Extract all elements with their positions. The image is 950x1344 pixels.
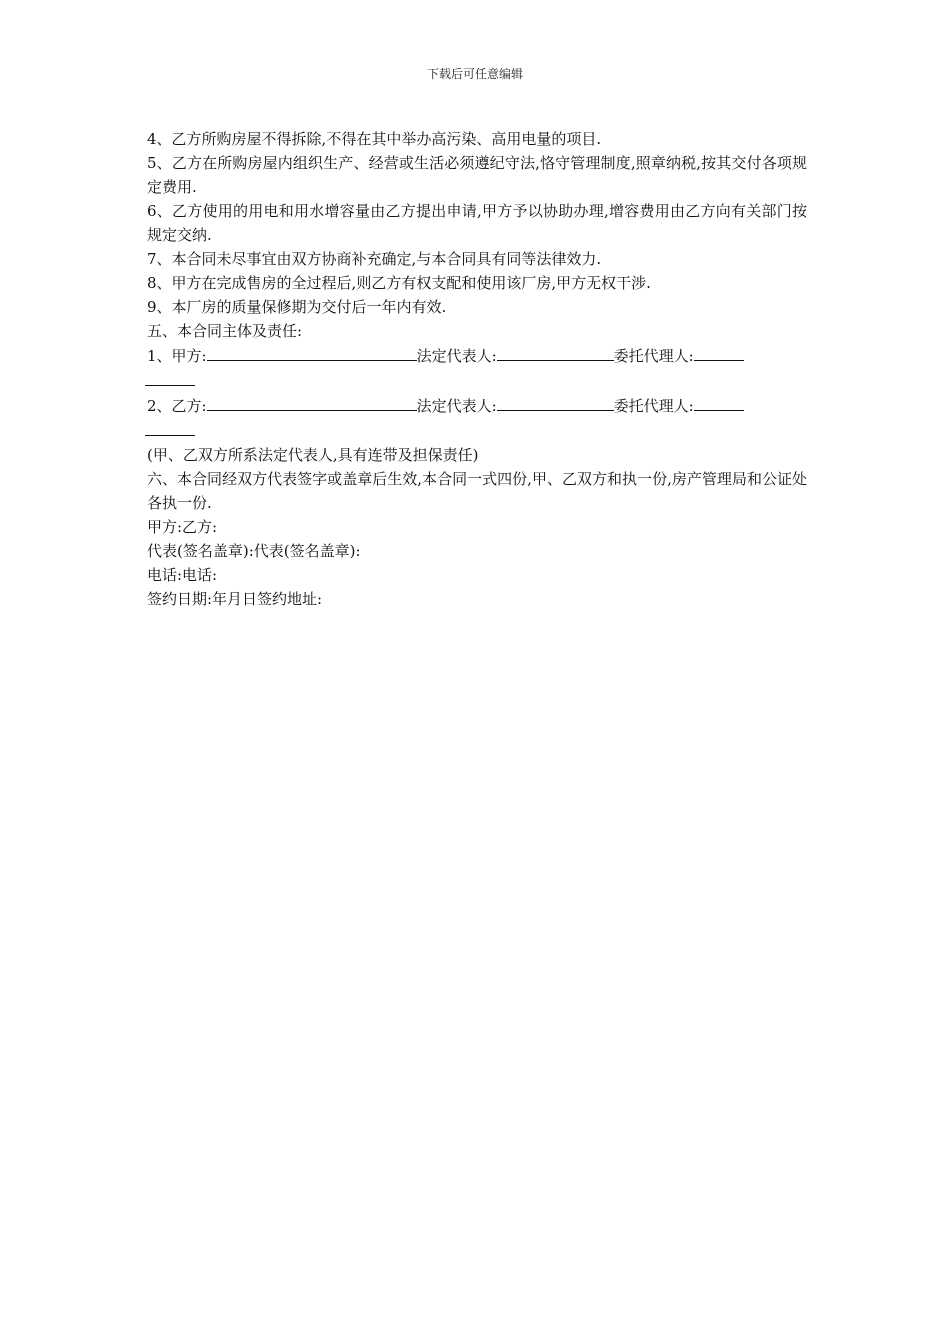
party-a-agent-blank[interactable] [694,343,744,361]
party-a-agent-label: 委托代理人: [613,347,694,365]
clause-4: 4、乙方所购房屋不得拆除,不得在其中举办高污染、高用电量的项目. [147,130,602,148]
party-a-name-blank[interactable] [207,343,417,361]
party-a-agent-blank-wrap[interactable] [145,368,195,386]
clause-7: 7、本合同未尽事宜由双方协商补充确定,与本合同具有同等法律效力. [147,250,602,268]
party-a-legal-rep-label: 法定代表人: [416,347,497,365]
page-header: 下载后可任意编辑 [426,67,523,81]
party-b-agent-blank-wrap[interactable] [145,418,195,436]
party-a-label: 1、甲方: [147,347,207,365]
contract-body [145,127,807,611]
clause-6: 6、乙方使用的用电和用水增容量由乙方提出申请,甲方予以协助办理,增容费用由乙方向有关部门按规定交纳. [147,202,807,244]
party-b-agent-blank[interactable] [694,393,744,411]
section-6-text: 六、本合同经双方代表签字或盖章后生效,本合同一式四份,甲、乙双方和执一份,房产管理局和公证处各执一份. [147,470,807,512]
signature-phones: 电话:电话: [147,566,218,584]
section-5-title: 五、本合同主体及责任: [147,322,303,340]
party-b-agent-label: 委托代理人: [613,397,694,415]
party-a-legal-rep-blank[interactable] [497,343,614,361]
liability-note: (甲、乙双方所系法定代表人,具有连带及担保责任) [147,446,479,464]
party-b-line [145,393,807,418]
clause-9: 9、本厂房的质量保修期为交付后一年内有效. [147,298,447,316]
signature-date-address: 签约日期:年月日签约地址: [147,590,323,608]
clause-5: 5、乙方在所购房屋内组织生产、经营或生活必须遵纪守法,恪守管理制度,照章纳税,按其交付各项规定费用. [147,154,807,196]
party-b-legal-rep-blank[interactable] [497,393,614,411]
party-b-name-blank[interactable] [207,393,417,411]
party-b-legal-rep-label: 法定代表人: [416,397,497,415]
party-b-label: 2、乙方: [147,397,207,415]
signature-representatives: 代表(签名盖章):代表(签名盖章): [147,542,361,560]
party-a-line [145,343,807,368]
signature-parties: 甲方:乙方: [147,518,218,536]
clause-8: 8、甲方在完成售房的全过程后,则乙方有权支配和使用该厂房,甲方无权干涉. [147,274,651,292]
